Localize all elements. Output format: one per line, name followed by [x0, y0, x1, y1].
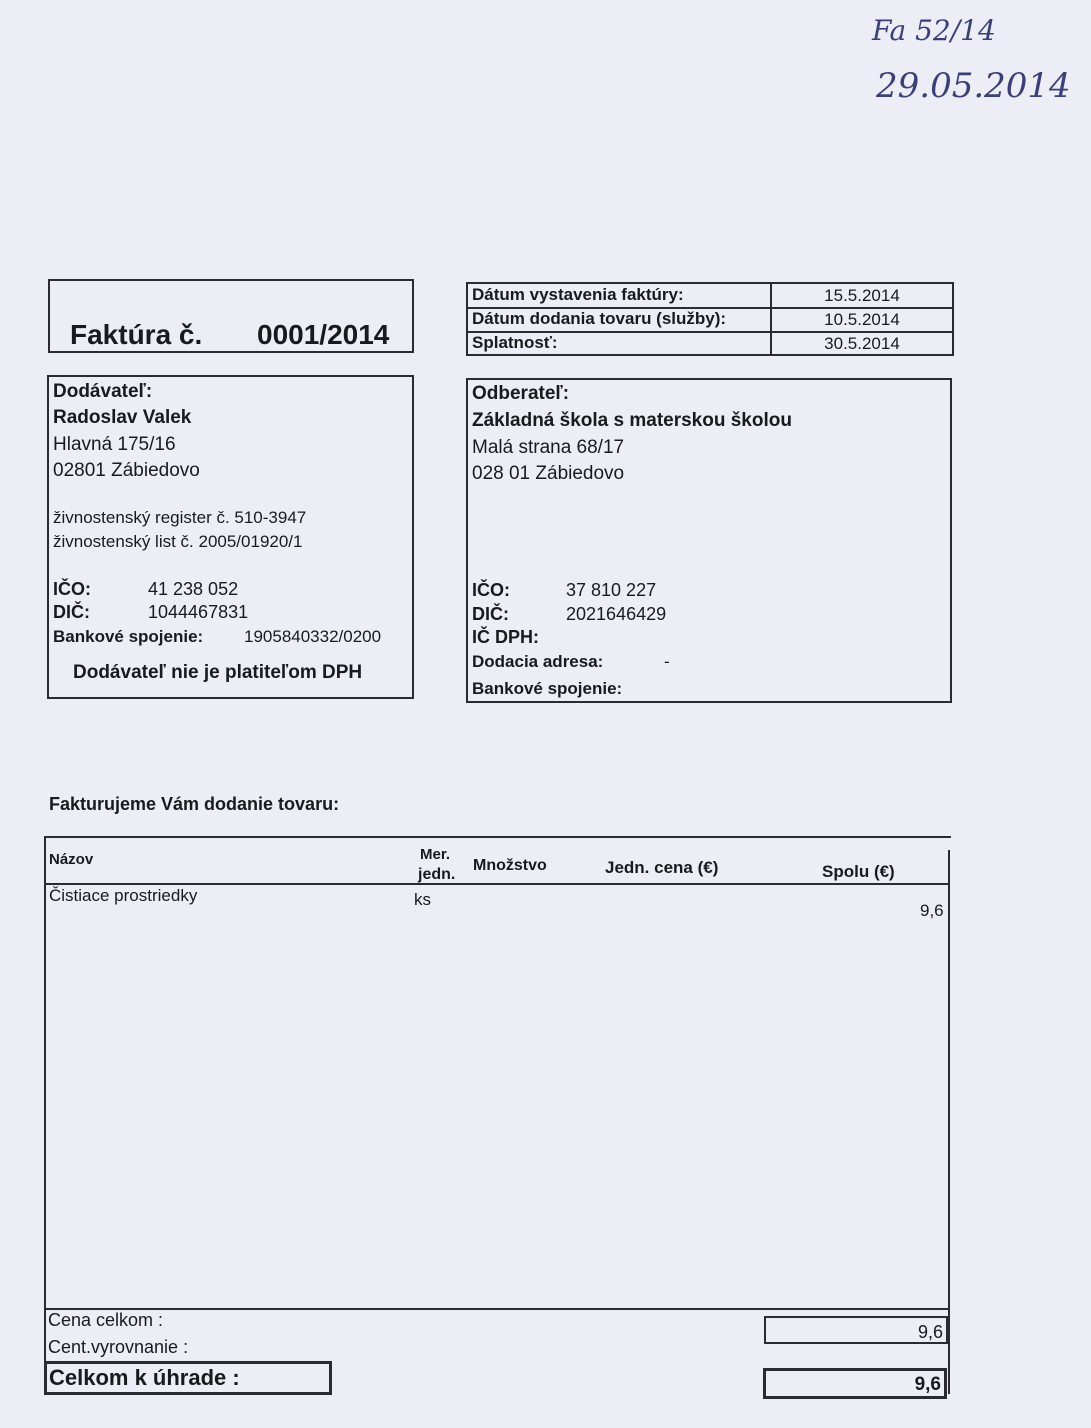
- supplier-ico: 41 238 052: [148, 579, 239, 599]
- date-row-due: [468, 332, 952, 355]
- supplier-street: Hlavná 175/16: [53, 434, 176, 455]
- dates-table: [466, 282, 954, 356]
- customer-city: 028 01 Zábiedovo: [472, 463, 625, 484]
- invoice-intro: Fakturujeme Vám dodanie tovaru:: [49, 794, 340, 814]
- col-header-name: Názov: [49, 851, 94, 868]
- customer-delivery-label: Dodacia adresa:: [472, 652, 604, 671]
- table-right-border: [948, 850, 950, 1394]
- handwritten-date: 29.05.2014: [876, 66, 1071, 106]
- date-label-issued: Dátum vystavenia faktúry:: [472, 285, 684, 304]
- supplier-trade-license: živnostenský list č. 2005/01920/1: [53, 532, 303, 551]
- supplier-ico-label: IČO:: [53, 579, 91, 599]
- row-total: 9,6: [920, 901, 944, 920]
- customer-street: Malá strana 68/17: [472, 437, 625, 458]
- amount-due-value-box: [763, 1368, 947, 1399]
- customer-heading: Odberateľ:: [472, 383, 570, 404]
- table-totals-divider: [45, 1308, 950, 1310]
- supplier-bank: 1905840332/0200: [244, 627, 382, 646]
- table-left-border: [44, 836, 46, 1394]
- customer-name: Základná škola s materskou školou: [472, 410, 792, 431]
- col-header-price: Jedn. cena (€): [605, 858, 719, 877]
- col-header-total: Spolu (€): [822, 862, 895, 881]
- subtotal-value: 9,6: [917, 1322, 943, 1342]
- amount-due-label: Celkom k úhrade :: [49, 1365, 240, 1390]
- amount-due-label-box: [44, 1361, 332, 1395]
- invoice-number: 0001/2014: [257, 319, 390, 350]
- date-value-delivery: 10.5.2014: [770, 308, 952, 331]
- subtotal-box: [764, 1316, 948, 1344]
- customer-bank-label: Bankové spojenie:: [472, 679, 623, 698]
- supplier-box: [47, 375, 414, 699]
- supplier-vat-note: Dodávateľ nie je platiteľom DPH: [73, 662, 363, 683]
- col-header-unit-1: Mer.: [420, 846, 451, 863]
- supplier-bank-label: Bankové spojenie:: [53, 627, 204, 646]
- invoice-title-box: [48, 279, 414, 353]
- subtotal-label: Cena celkom :: [48, 1310, 164, 1330]
- date-value-due: 30.5.2014: [770, 332, 952, 355]
- customer-icdph-label: IČ DPH:: [472, 627, 539, 647]
- customer-box: [466, 378, 952, 703]
- supplier-dic-label: DIČ:: [53, 602, 90, 622]
- supplier-dic: 1044467831: [148, 602, 249, 622]
- date-row-delivery: [468, 308, 952, 333]
- table-top-border: [45, 836, 951, 838]
- supplier-city: 02801 Zábiedovo: [53, 460, 200, 481]
- supplier-trade-register: živnostenský register č. 510-3947: [53, 508, 307, 527]
- row-name: Čistiace prostriedky: [49, 886, 198, 905]
- date-value-issued: 15.5.2014: [770, 284, 952, 307]
- customer-ico-label: IČO:: [472, 580, 510, 600]
- table-header-divider: [45, 883, 950, 885]
- supplier-heading: Dodávateľ:: [53, 381, 153, 402]
- rounding-label: Cent.vyrovnanie :: [48, 1337, 189, 1357]
- col-header-qty: Množstvo: [473, 857, 547, 874]
- customer-dic-label: DIČ:: [472, 604, 509, 624]
- amount-due-value: 9,6: [914, 1374, 941, 1395]
- customer-dic: 2021646429: [566, 604, 667, 624]
- customer-ico: 37 810 227: [566, 580, 657, 600]
- date-label-delivery: Dátum dodania tovaru (služby):: [472, 309, 727, 328]
- date-label-due: Splatnosť:: [472, 333, 558, 352]
- supplier-name: Radoslav Valek: [53, 407, 192, 428]
- invoice-title-label: Faktúra č.: [70, 319, 203, 350]
- date-row-issued: [468, 284, 952, 309]
- col-header-unit-2: jedn.: [418, 866, 456, 883]
- customer-delivery: -: [664, 652, 670, 671]
- handwritten-reference: Fa 52/14: [872, 14, 996, 47]
- row-unit: ks: [414, 890, 431, 909]
